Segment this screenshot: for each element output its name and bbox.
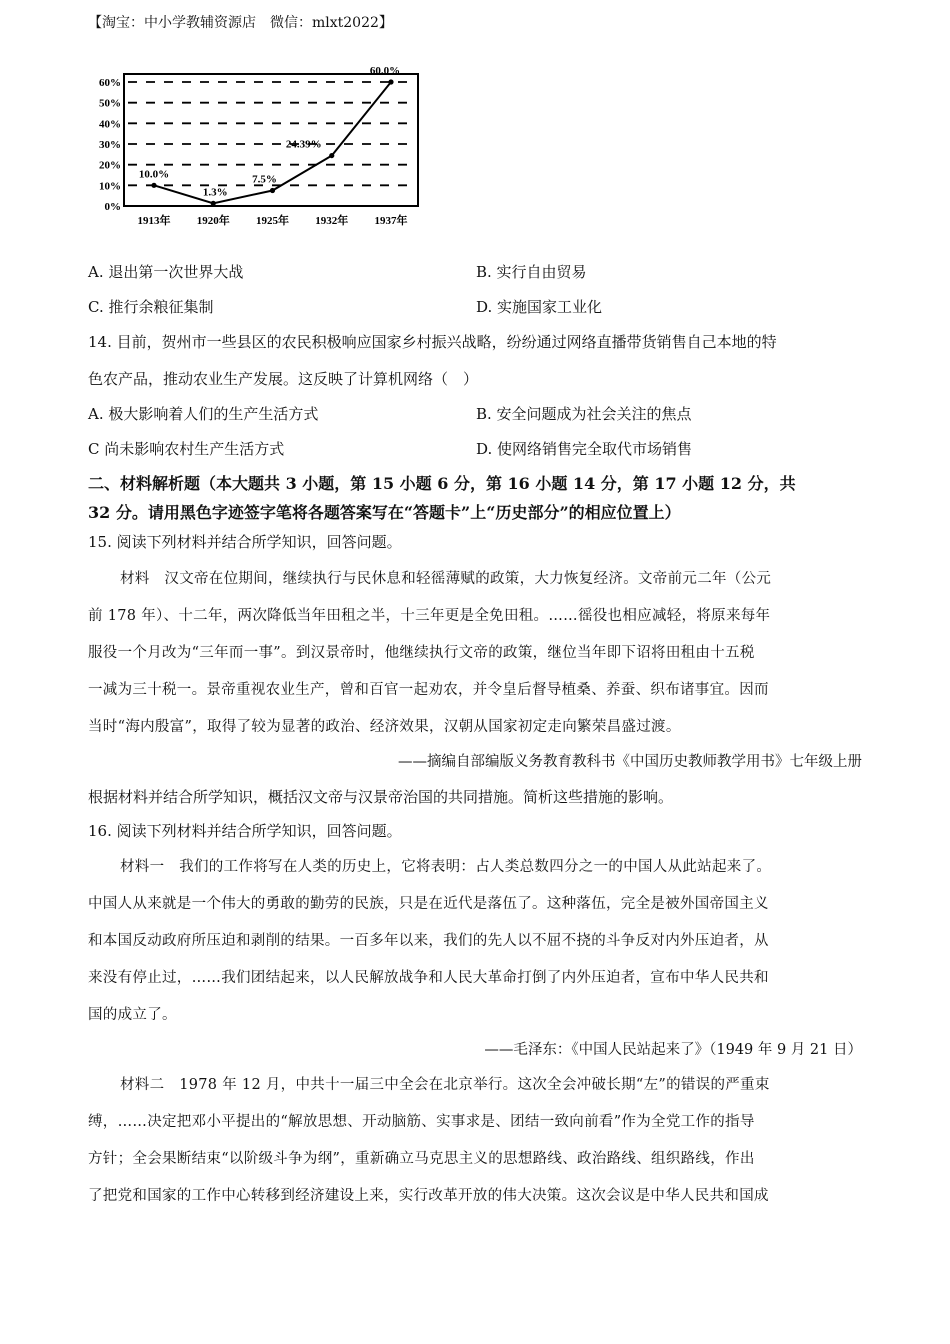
data-point (388, 79, 393, 84)
q16-material2-line2: 缚，……决定把邓小平提出的“解放思想、开动脑筋、实事求是、团结一致向前看”作为全党工作的指导 (88, 1114, 755, 1130)
q16-material2-line3: 方针；全会果断结束“以阶级斗争为纲”，重新确立马克思主义的思想路线、政治路线、组织路线，作出 (88, 1151, 755, 1167)
q13-option-b: B. 实行自由贸易 (476, 263, 587, 281)
q14-option-b: B. 安全问题成为社会关注的焦点 (476, 405, 692, 423)
q14-option-a: A. 极大影响着人们的生产生活方式 (88, 405, 319, 423)
q15-source: ——摘编自部编版义务教育教科书《中国历史教师教学用书》七年级上册 (398, 754, 862, 770)
q15-material-line5: 当时“海内殷富”，取得了较为显著的政治、经济效果，汉朝从国家初定走向繁荣昌盛过渡。 (88, 719, 681, 735)
q14-stem-line2: 色农产品，推动农业生产发展。这反映了计算机网络（ ） (88, 370, 479, 388)
data-label: 7.5% (252, 173, 277, 186)
data-point (270, 188, 275, 193)
data-point (329, 153, 334, 158)
q16-material1-line2: 中国人从来就是一个伟大的勇敢的勤劳的民族，只是在近代是落伍了。这种落伍，完全是被外国帝国主义 (88, 896, 769, 912)
q16-material1-line4: 来没有停止过，……我们团结起来，以人民解放战争和人民大革命打倒了内外压迫者，宣布中华人民共和 (88, 970, 769, 986)
y-tick-label: 50% (99, 97, 121, 110)
q16-source1: ——毛泽东：《中国人民站起来了》（1949 年 9 月 21 日） (484, 1042, 862, 1058)
q15-material-line2: 前 178 年）、十二年，两次降低当年田租之半，十三年更是全免田租。……徭役也相应减轻，将原来每年 (88, 608, 771, 624)
line-chart (86, 62, 426, 234)
x-tick-label: 1913年 (137, 215, 171, 227)
q13-option-a: A. 退出第一次世界大战 (88, 263, 244, 281)
y-tick-label: 20% (99, 159, 121, 172)
y-tick-label: 0% (104, 201, 121, 213)
q13-option-d: D. 实施国家工业化 (476, 298, 603, 316)
q16-material1-line3: 和本国反动政府所压迫和剥削的结果。一百多年以来，我们的先人以不屈不挠的斗争反对内外压迫者，从 (88, 933, 769, 949)
q14-option-c: C 尚未影响农村生产生活方式 (88, 440, 285, 458)
y-tick-label: 60% (99, 77, 121, 89)
y-tick-label: 10% (99, 180, 121, 193)
q16-material1-line1: 材料一 我们的工作将写在人类的历史上，它将表明：占人类总数四分之一的中国人从此站起来了。 (120, 859, 772, 875)
data-label: 1.3% (202, 186, 228, 199)
q15-material-line4: 一减为三十税一。景帝重视农业生产，曾和百官一起劝农，并令皇后督导植桑、养蚕、织布诸事宜。因而 (88, 682, 769, 698)
x-tick-label: 1920年 (196, 215, 230, 227)
y-tick-label: 30% (99, 139, 121, 151)
data-point (211, 201, 216, 206)
page-header: 【淘宝：中小学教辅资源店 微信：mlxt2022】 (88, 15, 393, 31)
data-label: 10.0% (138, 168, 170, 181)
section2-heading-line1: 二、材料解析题（本大题共 3 小题，第 15 小题 6 分，第 16 小题 14 分，第 17 小题 12 分，共 (88, 474, 796, 493)
section2-heading-line2: 32 分。请用黑色字迹签字笔将各题答案写在“答题卡”上“历史部分”的相应位置上） (88, 503, 681, 522)
x-tick-label: 1932年 (315, 215, 349, 227)
q15-material-line1: 材料 汉文帝在位期间，继续执行与民休息和轻徭薄赋的政策，大力恢复经济。文帝前元二年（公元 (120, 571, 772, 587)
x-tick-label: 1937年 (374, 215, 408, 227)
data-label: 24.39% (285, 138, 322, 151)
data-point (151, 183, 156, 188)
q15-stem: 15. 阅读下列材料并结合所学知识，回答问题。 (88, 533, 402, 551)
q16-material2-line1: 材料二 1978 年 12 月，中共十一届三中全会在北京举行。这次全会冲破长期“左”的错误的严重束 (120, 1077, 770, 1093)
q13-option-c: C. 推行余粮征集制 (88, 298, 214, 316)
q16-material2-line4: 了把党和国家的工作中心转移到经济建设上来，实行改革开放的伟大决策。这次会议是中华人民共和国成 (88, 1188, 769, 1204)
q15-question: 根据材料并结合所学知识，概括汉文帝与汉景帝治国的共同措施。简析这些措施的影响。 (88, 788, 674, 806)
q15-material-line3: 服役一个月改为“三年而一事”。到汉景帝时，他继续执行文帝的政策，继位当年即下诏将田租由十五税 (88, 645, 755, 661)
y-tick-label: 40% (99, 118, 121, 131)
q14-option-d: D. 使网络销售完全取代市场销售 (476, 440, 693, 458)
q16-stem: 16. 阅读下列材料并结合所学知识，回答问题。 (88, 822, 402, 840)
q16-material1-line5: 国的成立了。 (88, 1007, 177, 1023)
data-label: 60.0% (369, 65, 401, 77)
q14-stem-line1: 14. 目前，贺州市一些县区的农民积极响应国家乡村振兴战略，纷纷通过网络直播带货销售自己本地的特 (88, 333, 777, 351)
x-tick-label: 1925年 (256, 215, 289, 227)
